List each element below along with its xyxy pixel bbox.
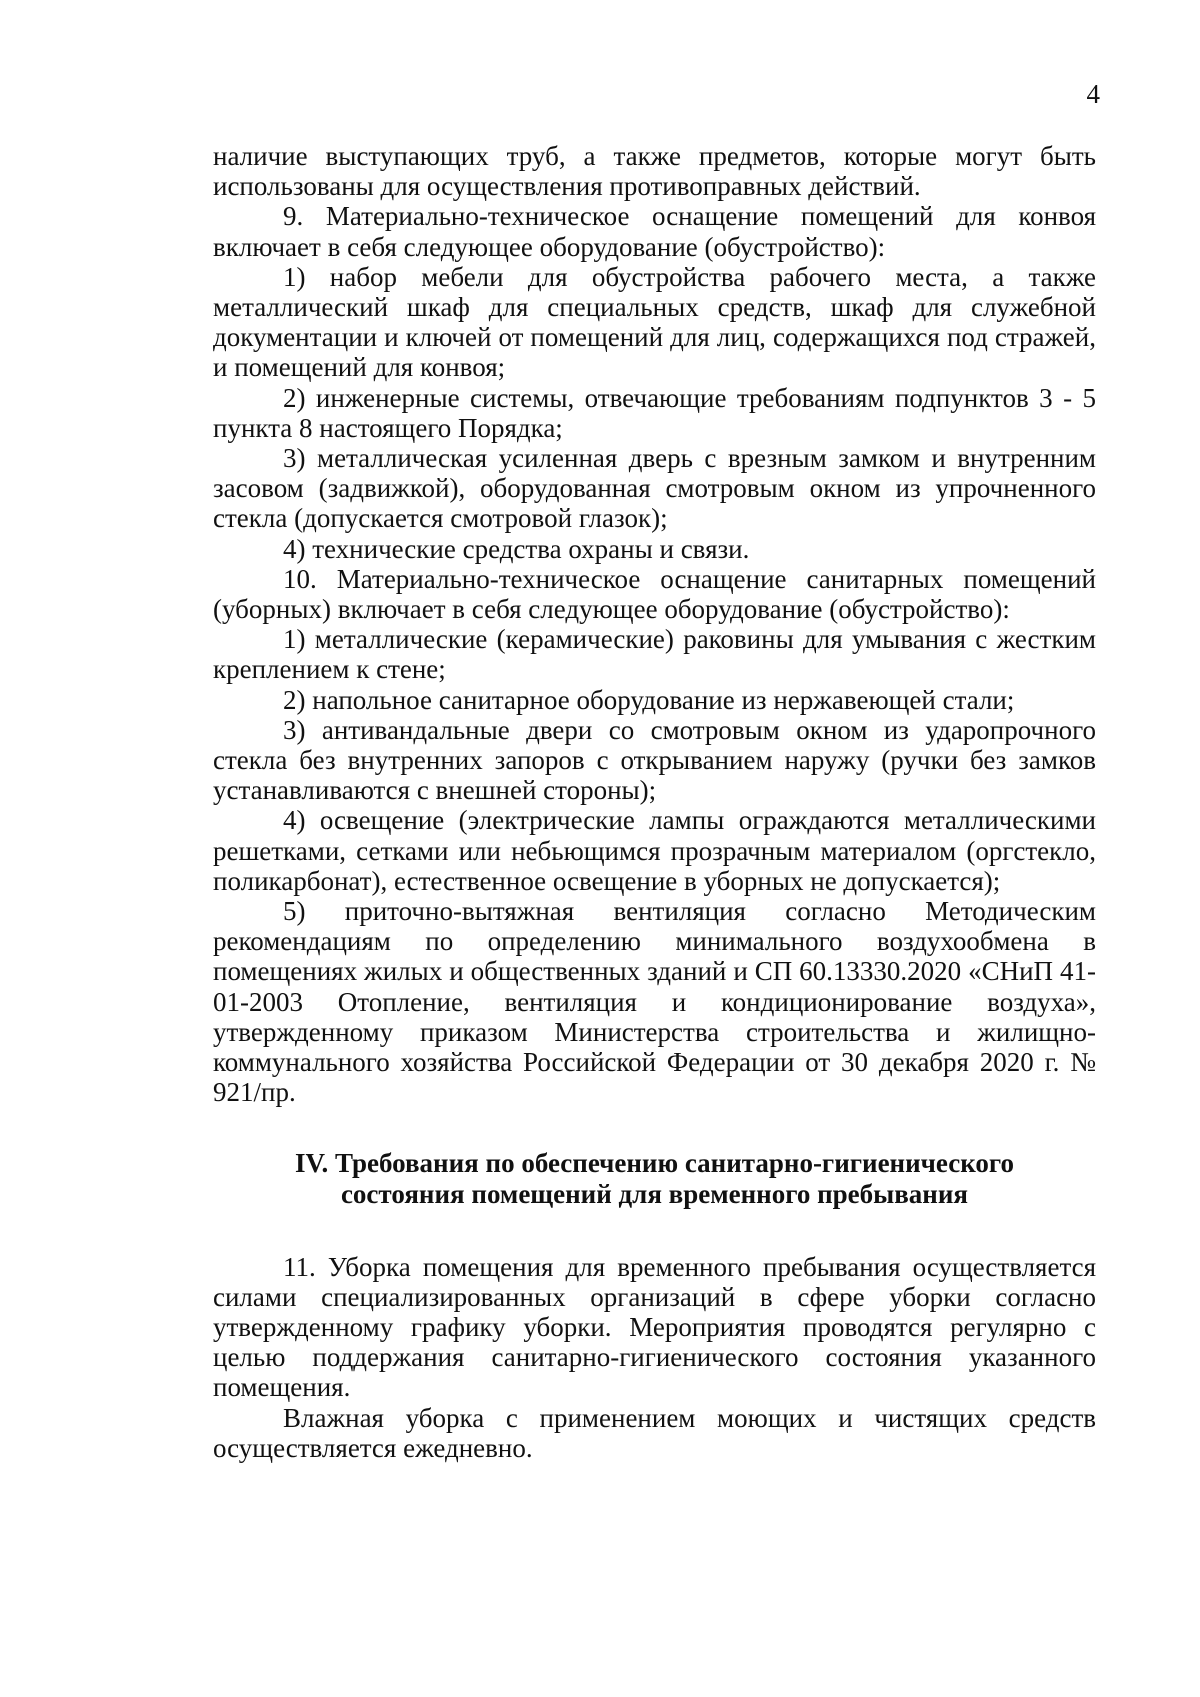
paragraph-subitem-9-4: 4) технические средства охраны и связи. — [283, 533, 750, 564]
section-heading-line-1: IV. Требования по обеспечению санитарно-гигиенического — [295, 1147, 1014, 1178]
section-heading-line-2: состояния помещений для временного пребывания — [340, 1178, 969, 1209]
paragraph-subitem-10-3: 3) антивандальные двери со смотровым окном из ударопрочного стекла без внутренних запоров с открыванием наружу (ручки без замков устанавливаются с внешней стороны); — [213, 714, 1096, 806]
paragraph-wet-cleaning: Влажная уборка с применением моющих и чистящих средств осуществляется ежедневно. — [213, 1402, 1096, 1463]
paragraph-item-11: 11. Уборка помещения для временного пребывания осуществляется силами специализированных организаций в сфере уборки согласно утвержденному графику уборки. Мероприятия проводятся регулярно с целью поддержания санитарно-гигиенического состояния указанного помещения. — [213, 1251, 1096, 1403]
section-heading — [213, 1148, 1096, 1210]
paragraph-item-10: 10. Материально-техническое оснащение санитарных помещений (уборных) включает в себя следующее оборудование (обустройство): — [213, 563, 1096, 625]
paragraph-subitem-9-2: 2) инженерные системы, отвечающие требованиям подпунктов 3 - 5 пункта 8 настоящего Порядка; — [213, 382, 1096, 443]
paragraph-subitem-10-1: 1) металлические (керамические) раковины для умывания с жестким креплением к стене; — [213, 624, 1096, 685]
document-body — [213, 141, 1096, 1463]
paragraph-subitem-10-5: 5) приточно-вытяжная вентиляция согласно Методическим рекомендациям по определению минимального воздухообмена в помещениях жилых и общественных зданий и СП 60.13330.2020 «СНиП 41-01-2003 Отопление, вентиляция и кондиционирование воздуха», утвержденному приказом Министерства строительства и жилищно-коммунального хозяйства Российской Федерации от 30 декабря 2020 г. № 921/пр. — [213, 896, 1096, 1108]
paragraph-continuation: наличие выступающих труб, а также предметов, которые могут быть использованы для осуществления противоправных действий. — [213, 141, 1096, 202]
paragraph-item-9: 9. Материально-техническое оснащение помещений для конвоя включает в себя следующее оборудование (обустройство): — [213, 201, 1096, 262]
paragraph-subitem-10-2: 2) напольное санитарное оборудование из нержавеющей стали; — [283, 684, 1015, 715]
paragraph-subitem-9-1: 1) набор мебели для обустройства рабочего места, а также металлический шкаф для специальных средств, шкаф для служебной документации и ключей от помещений для лиц, содержащихся под стражей, и помещений для конвоя; — [213, 261, 1096, 383]
paragraph-subitem-9-3: 3) металлическая усиленная дверь с врезным замком и внутренним засовом (задвижкой), оборудованная смотровым окном из упрочненного стекла (допускается смотровой глазок); — [213, 443, 1096, 534]
paragraph-subitem-10-4: 4) освещение (электрические лампы ограждаются металлическими решетками, сетками или небьющимся прозрачным материалом (оргстекло, поликарбонат), естественное освещение в уборных не допускается); — [213, 805, 1096, 896]
page-number: 4 — [1086, 79, 1100, 109]
